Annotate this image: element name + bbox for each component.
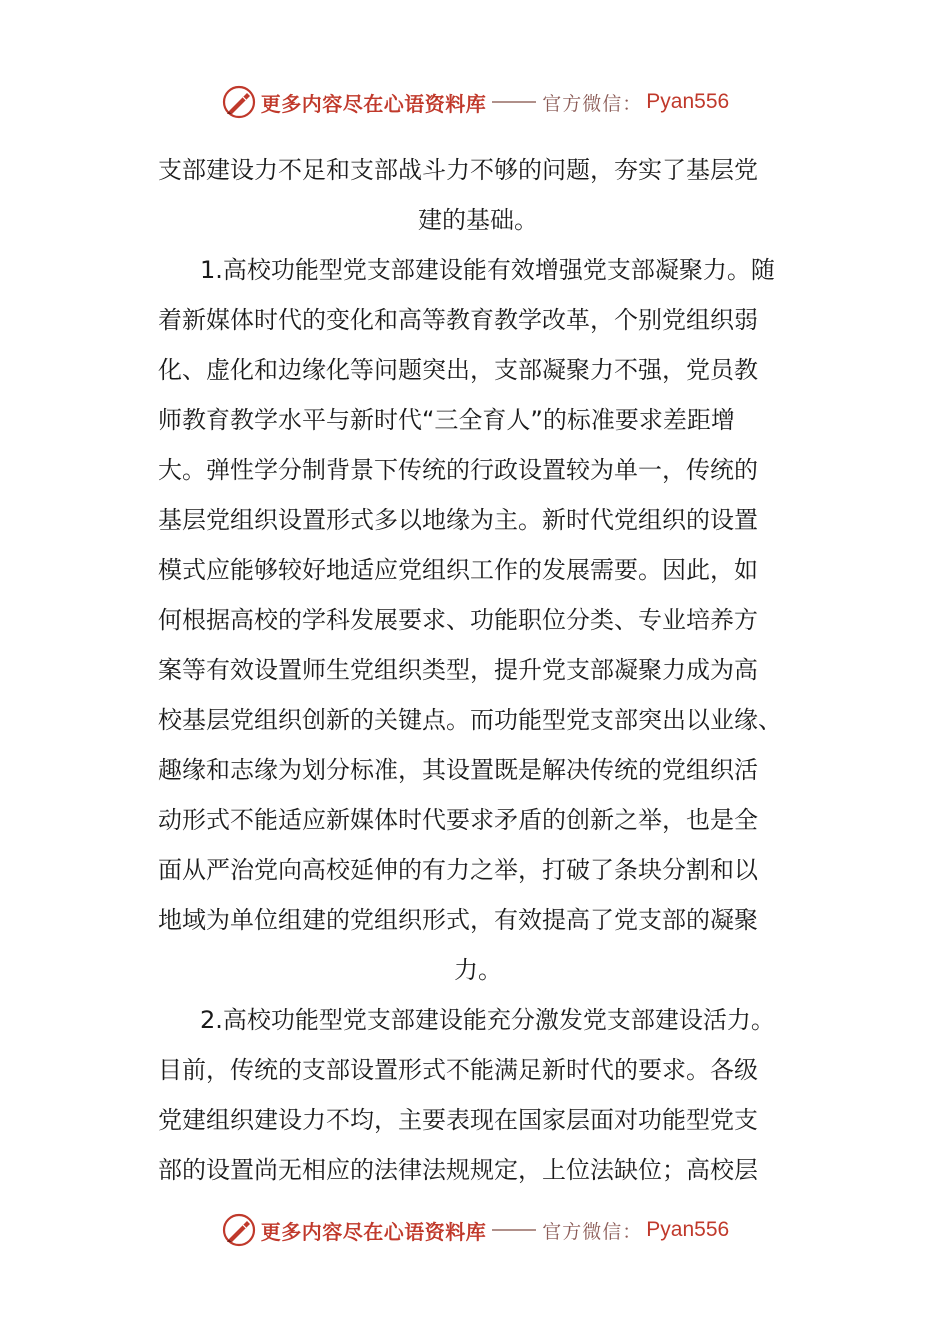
- banner-dash: [492, 1229, 536, 1231]
- text-line: 面从严治党向高校延伸的有力之举，打破了条块分割和以: [158, 856, 758, 884]
- text-line: 目前，传统的支部设置形式不能满足新时代的要求。各级: [158, 1056, 758, 1084]
- text-line: 动形式不能适应新媒体时代要求矛盾的创新之举，也是全: [158, 806, 758, 834]
- banner-wechat-id: Pyan556: [646, 90, 730, 113]
- text-line: 案等有效设置师生党组织类型，提升党支部凝聚力成为高: [158, 656, 758, 684]
- paragraph-2-heading-line: 2.高校功能型党支部建设能充分激发党支部建设活力。: [200, 1006, 775, 1034]
- banner-dash: [492, 101, 536, 103]
- text-line: 建的基础。: [418, 206, 538, 234]
- footer-banner: [0, 1208, 950, 1252]
- text-line: 师教育教学水平与新时代“三全育人”的标准要求差距增: [158, 406, 735, 434]
- quill-pen-seal-icon: [221, 1212, 257, 1248]
- text-line: 大。弹性学分制背景下传统的行政设置较为单一，传统的: [158, 456, 758, 484]
- text-line: 基层党组织设置形式多以地缘为主。新时代党组织的设置: [158, 506, 758, 534]
- banner-channel-label: 官方微信：: [542, 92, 643, 115]
- text-line: 力。: [454, 956, 502, 984]
- text-line: 化、虚化和边缘化等问题突出，支部凝聚力不强，党员教: [158, 356, 758, 384]
- text-line: 趣缘和志缘为划分标准，其设置既是解决传统的党组织活: [158, 756, 758, 784]
- text-line: 支部建设力不足和支部战斗力不够的问题，夯实了基层党: [158, 156, 758, 184]
- text-line: 地域为单位组建的党组织形式，有效提高了党支部的凝聚: [158, 906, 758, 934]
- banner-wechat-id: Pyan556: [646, 1218, 730, 1241]
- paragraph-1-heading-line: 1.高校功能型党支部建设能有效增强党支部凝聚力。随: [200, 256, 775, 284]
- text-line: 着新媒体时代的变化和高等教育教学改革，个别党组织弱: [158, 306, 758, 334]
- text-line: 模式应能够较好地适应党组织工作的发展需要。因此，如: [158, 556, 758, 584]
- text-line: 部的设置尚无相应的法律法规规定，上位法缺位；高校层: [158, 1156, 758, 1184]
- text-line: 何根据高校的学科发展要求、功能职位分类、专业培养方: [158, 606, 758, 634]
- text-line: 党建组织建设力不均，主要表现在国家层面对功能型党支: [158, 1106, 758, 1134]
- banner-main-text: 更多内容尽在心语资料库: [260, 91, 487, 116]
- quill-pen-seal-icon: [221, 84, 257, 120]
- header-banner: [0, 80, 950, 124]
- banner-main-text: 更多内容尽在心语资料库: [260, 1219, 487, 1244]
- banner-channel-label: 官方微信：: [542, 1220, 643, 1243]
- text-line: 校基层党组织创新的关键点。而功能型党支部突出以业缘、: [158, 706, 782, 734]
